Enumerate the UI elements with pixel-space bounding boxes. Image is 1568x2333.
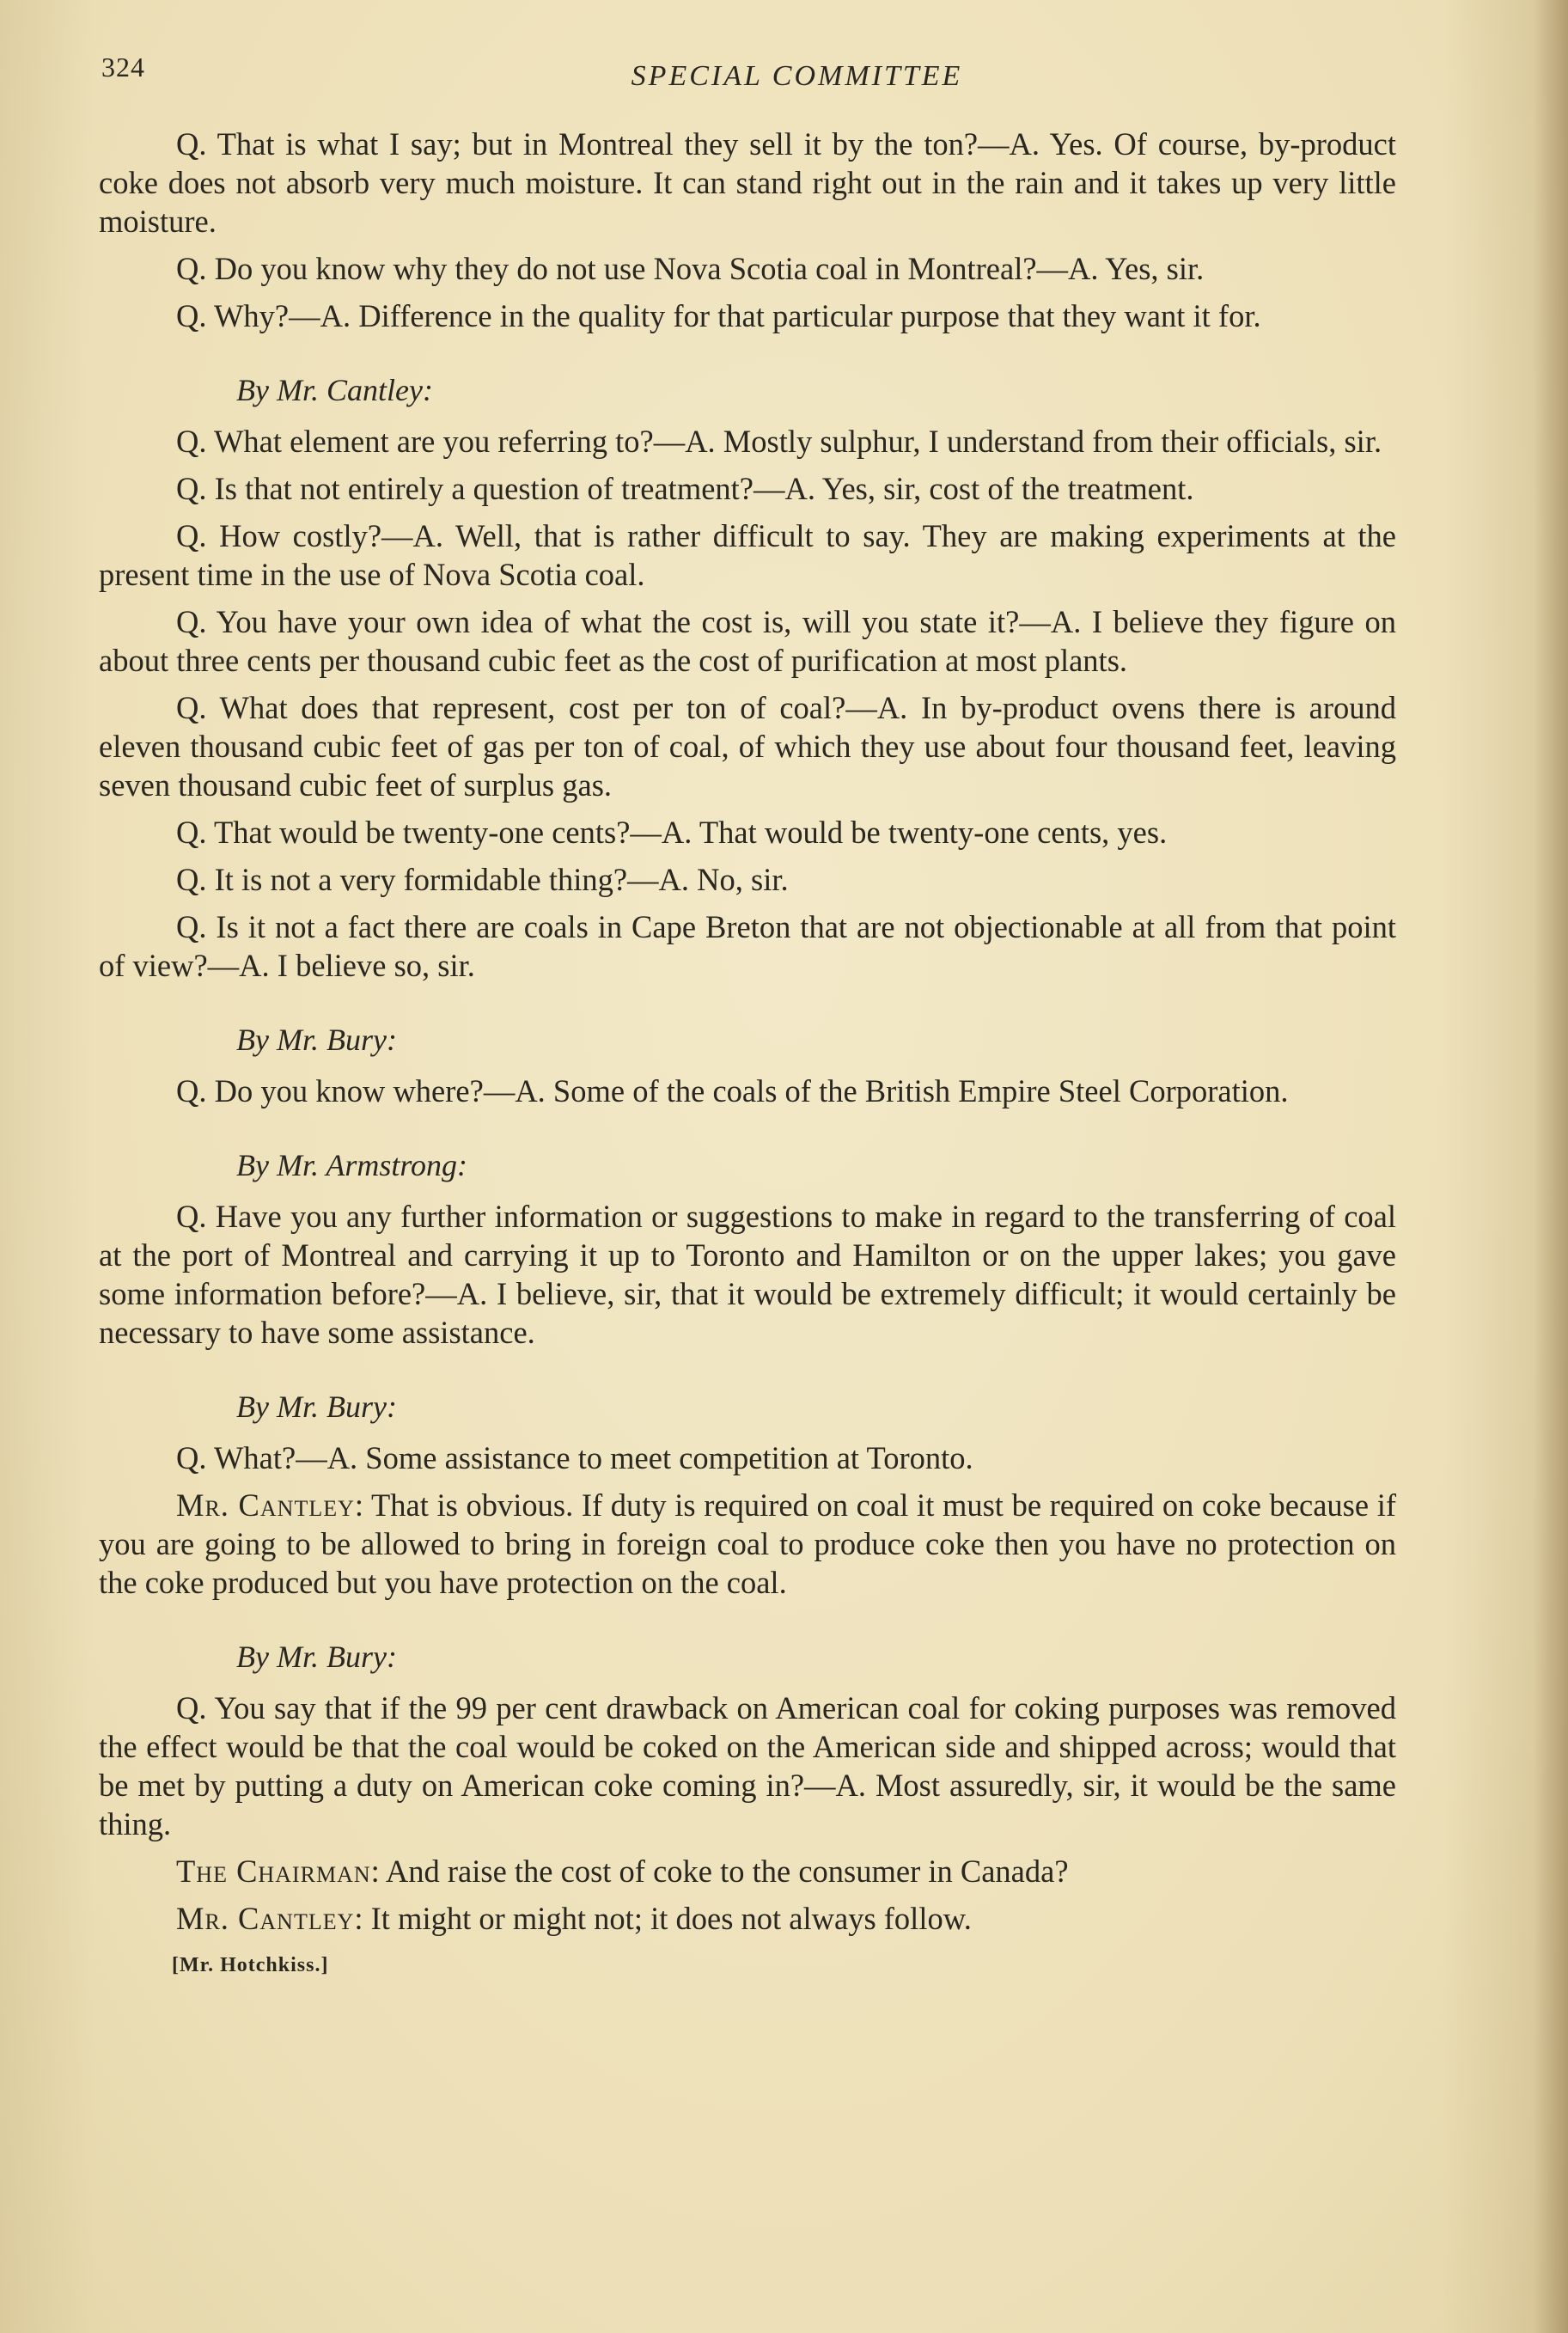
speaker-statement <box>99 1486 1396 1602</box>
speaker-name: Mr. Cantley <box>176 1487 355 1523</box>
question-answer-paragraph: Q. How costly?—A. Well, that is rather difficult to say. They are making experiments at the present time in the use of Nova Scotia coal. <box>99 518 1396 592</box>
question-answer-paragraph: Q. You have your own idea of what the cost is, will you state it?—A. I believe they figure on about three cents per thousand cubic feet as the cost of purification at most plants. <box>99 604 1396 678</box>
examiner-heading: By Mr. Bury: <box>236 1389 397 1424</box>
question-answer-paragraph: Q. What does that represent, cost per ton of coal?—A. In by-product ovens there is around eleven thousand cubic feet of gas per ton of coal, of which they use about four thousand feet, leaving seven thousand cubic feet of surplus gas. <box>99 690 1396 803</box>
examiner-heading: By Mr. Bury: <box>236 1640 397 1674</box>
question-answer-paragraph: Q. It is not a very formidable thing?—A. No, sir. <box>176 862 789 897</box>
book-spine-shadow <box>1534 0 1568 2333</box>
transcript-body <box>99 125 1396 1985</box>
question-answer-paragraph: Q. What element are you referring to?—A. Mostly sulphur, I understand from their officials, sir. <box>176 424 1382 459</box>
speaker-statement <box>99 1852 1396 1890</box>
speaker-statement <box>99 1899 1396 1938</box>
speaker-name: Mr. Cantley <box>176 1901 355 1936</box>
question-answer-paragraph: Q. Have you any further information or suggestions to make in regard to the transferring of coal at the port of Montreal and carrying it up to Toronto and Hamilton or on the upper lakes; you gave some information before?—A. I believe, sir, that it would be extremely difficult; it would certainly be necessary to have some assistance. <box>99 1199 1396 1350</box>
question-answer-paragraph: Q. What?—A. Some assistance to meet competition at Toronto. <box>176 1440 973 1475</box>
question-answer-paragraph: Q. Why?—A. Difference in the quality for that particular purpose that they want it for. <box>176 298 1261 333</box>
speaker-name: The Chairman <box>176 1854 371 1889</box>
statement-text: : That is obvious. If duty is required on coal it must be required on coke because if you are going to be allowed to bring in foreign coal to produce coke then you have no protection on the coke produced but you have protection on the coal. <box>99 1487 1396 1600</box>
question-answer-paragraph: Q. That would be twenty-one cents?—A. That would be twenty-one cents, yes. <box>176 815 1168 850</box>
page-number: 324 <box>101 52 145 82</box>
question-answer-paragraph: Q. Is it not a fact there are coals in Cape Breton that are not objectionable at all from that point of view?—A. I believe so, sir. <box>99 909 1396 983</box>
question-answer-paragraph: Q. Do you know why they do not use Nova Scotia coal in Montreal?—A. Yes, sir. <box>176 251 1205 286</box>
page-header <box>0 52 1568 112</box>
question-answer-paragraph: Q. You say that if the 99 per cent drawback on American coal for coking purposes was removed the effect would be that the coal would be coked on the American side and shipped across; would that be met by putting a duty on American coke coming in?—A. Most assuredly, sir, it would be the same thing. <box>99 1690 1396 1841</box>
statement-text: : And raise the cost of coke to the consumer in Canada? <box>370 1854 1069 1889</box>
examiner-heading: By Mr. Bury: <box>236 1023 397 1057</box>
running-head: SPECIAL COMMITTEE <box>631 60 963 92</box>
question-answer-paragraph: Q. That is what I say; but in Montreal they sell it by the ton?—A. Yes. Of course, by-product coke does not absorb very much moisture. It can stand right out in the rain and it takes up very little moisture. <box>99 126 1396 239</box>
examiner-heading: By Mr. Armstrong: <box>236 1148 467 1182</box>
question-answer-paragraph: Q. Is that not entirely a question of treatment?—A. Yes, sir, cost of the treatment. <box>176 471 1194 506</box>
statement-text: : It might or might not; it does not always follow. <box>354 1901 972 1936</box>
witness-footnote: [Mr. Hotchkiss.] <box>172 1954 329 1976</box>
examiner-heading: By Mr. Cantley: <box>236 373 433 407</box>
question-answer-paragraph: Q. Do you know where?—A. Some of the coals of the British Empire Steel Corporation. <box>176 1073 1289 1108</box>
